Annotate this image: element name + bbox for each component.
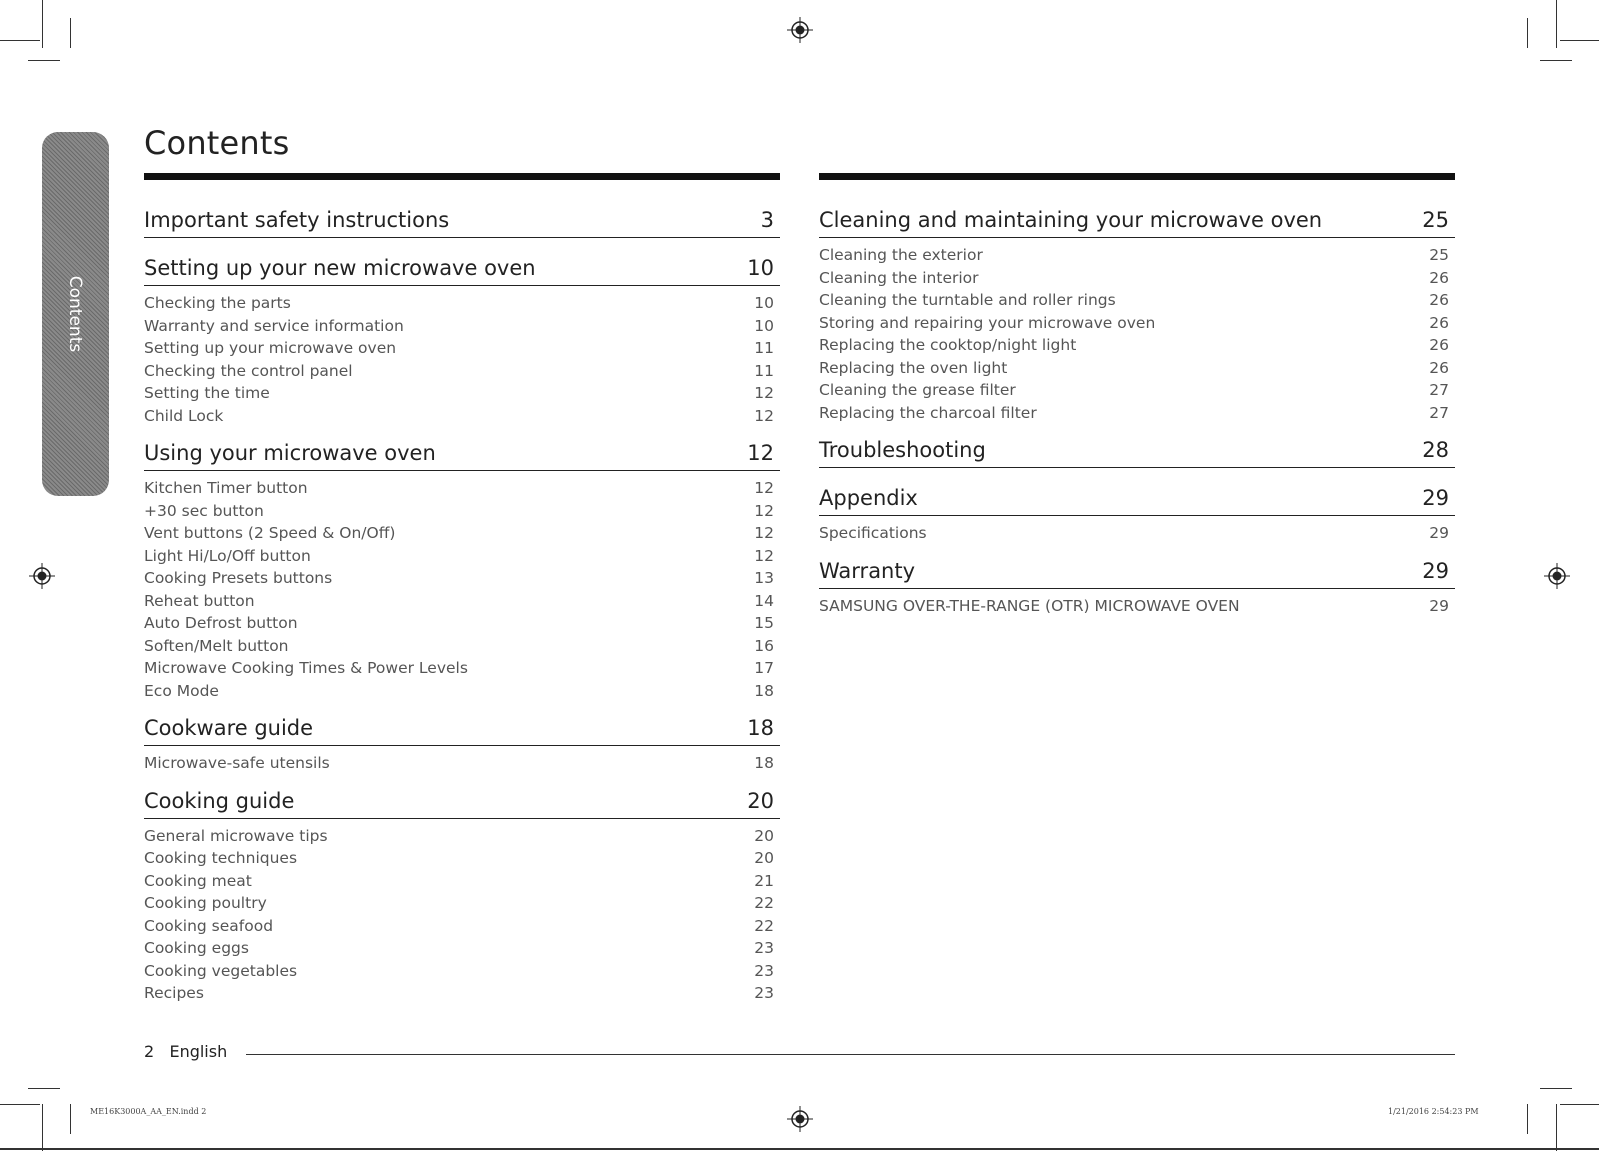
footer-language: English [169, 1042, 228, 1061]
crop-mark [1556, 0, 1557, 48]
crop-mark [1560, 1104, 1599, 1105]
toc-entry-page: 27 [1429, 381, 1449, 399]
toc-entry-page: 12 [754, 524, 774, 542]
toc-entry[interactable] [819, 244, 1455, 267]
toc-entry-page: 12 [754, 384, 774, 402]
registration-mark-icon [787, 1106, 813, 1132]
toc-entry-page: 23 [754, 939, 774, 957]
toc-entry[interactable] [144, 915, 780, 938]
toc-entry[interactable] [144, 960, 780, 983]
crop-mark [0, 1104, 40, 1105]
toc-entry-label: Child Lock [144, 406, 224, 425]
toc-entry[interactable] [144, 752, 780, 775]
toc-entry-label: Checking the control panel [144, 361, 353, 380]
toc-entry[interactable] [144, 847, 780, 870]
crop-mark [1540, 60, 1572, 61]
crop-mark [1560, 40, 1599, 41]
toc-section-page: 28 [1422, 438, 1449, 462]
toc-entry[interactable] [144, 405, 780, 428]
toc-section [144, 196, 780, 238]
toc-entry[interactable] [144, 567, 780, 590]
toc-entry-page: 11 [754, 361, 774, 380]
toc-entry[interactable] [819, 334, 1455, 357]
footer-rule [246, 1054, 1455, 1055]
toc-entry[interactable] [819, 267, 1455, 290]
footer-page-number: 2 [144, 1042, 155, 1061]
toc-section-page: 12 [747, 441, 774, 465]
toc-section-heading[interactable] [819, 196, 1455, 238]
toc-entry[interactable] [144, 825, 780, 848]
toc-entry[interactable] [144, 590, 780, 613]
toc-entry-page: 29 [1429, 524, 1449, 542]
toc-entry[interactable] [144, 937, 780, 960]
toc-entry-label: Cleaning the turntable and roller rings [819, 291, 1116, 309]
crop-mark [70, 1104, 71, 1134]
toc-entry-label: Light Hi/Lo/Off button [144, 546, 311, 565]
toc-entry[interactable] [144, 500, 780, 523]
crop-mark [1527, 1104, 1528, 1134]
toc-section-title: Appendix [819, 486, 918, 510]
toc-section-page: 18 [747, 716, 774, 740]
crop-mark [1556, 1104, 1557, 1151]
toc-left-column [144, 196, 780, 1007]
toc-entry-page: 10 [754, 316, 774, 335]
toc-entry-page: 17 [754, 659, 774, 677]
toc-section-title: Troubleshooting [819, 438, 986, 462]
toc-entry-page: 26 [1429, 336, 1449, 354]
toc-entry-page: 12 [754, 406, 774, 425]
toc-entry-label: Cooking techniques [144, 849, 298, 867]
toc-entry-label: Cooking meat [144, 871, 252, 890]
registration-mark-icon [1544, 563, 1570, 589]
toc-section [144, 704, 780, 775]
toc-entry-page: 12 [754, 546, 774, 565]
toc-entry-label: Cooking Presets buttons [144, 569, 333, 587]
toc-entry[interactable] [144, 657, 780, 680]
toc-section-page: 20 [747, 788, 774, 813]
toc-entry-page: 22 [754, 894, 774, 912]
toc-entry-page: 18 [754, 754, 774, 772]
toc-entry[interactable] [819, 402, 1455, 425]
toc-section [144, 777, 780, 1005]
toc-section-heading[interactable] [144, 429, 780, 471]
toc-entry-label: Auto Defrost button [144, 614, 298, 632]
toc-entry[interactable] [144, 360, 780, 383]
toc-entry[interactable] [144, 680, 780, 703]
toc-section-heading[interactable] [144, 777, 780, 819]
toc-section [144, 429, 780, 702]
toc-section-heading[interactable] [819, 474, 1455, 516]
toc-section [819, 196, 1455, 424]
toc-entry[interactable] [819, 357, 1455, 380]
toc-section-title: Setting up your new microwave oven [144, 256, 536, 280]
crop-mark [1540, 1088, 1572, 1089]
toc-entry-label: SAMSUNG OVER-THE-RANGE (OTR) MICROWAVE OVEN [819, 596, 1240, 615]
toc-entry-label: Cleaning the exterior [819, 246, 983, 264]
registration-mark-icon [29, 563, 55, 589]
toc-entry-label: Vent buttons (2 Speed & On/Off) [144, 524, 396, 542]
toc-section [819, 547, 1455, 618]
toc-section-heading[interactable] [819, 547, 1455, 589]
toc-section-title: Warranty [819, 558, 916, 583]
crop-mark [1527, 18, 1528, 48]
toc-entry-page: 26 [1429, 268, 1449, 287]
toc-entry-label: Cleaning the grease filter [819, 381, 1016, 399]
toc-entry[interactable] [144, 892, 780, 915]
crop-mark [0, 40, 40, 41]
toc-entry-page: 23 [754, 984, 774, 1002]
title-rule-left [144, 173, 780, 180]
toc-section-title: Using your microwave oven [144, 441, 436, 465]
toc-section-title: Important safety instructions [144, 208, 450, 232]
toc-entry-page: 18 [754, 681, 774, 700]
toc-entry-page: 10 [754, 294, 774, 312]
toc-section [144, 244, 780, 427]
toc-entry[interactable] [819, 595, 1455, 618]
toc-entry-page: 13 [754, 569, 774, 587]
toc-entry-label: Recipes [144, 984, 204, 1002]
toc-entry-page: 12 [754, 479, 774, 497]
crop-mark [42, 1104, 43, 1151]
toc-section-page: 3 [760, 208, 774, 232]
toc-entry-label: Replacing the oven light [819, 358, 1008, 377]
crop-mark [42, 0, 43, 48]
toc-section-heading[interactable] [144, 244, 780, 286]
toc-section-title: Cooking guide [144, 788, 295, 813]
toc-entry-page: 26 [1429, 358, 1449, 377]
toc-section-page: 10 [747, 256, 774, 280]
toc-entry-label: Replacing the cooktop/night light [819, 336, 1077, 354]
toc-entry[interactable] [144, 382, 780, 405]
toc-entry-page: 27 [1429, 403, 1449, 422]
toc-entry-label: Setting up your microwave oven [144, 339, 397, 357]
toc-entry-page: 23 [754, 961, 774, 980]
footer [144, 1042, 227, 1061]
toc-entry-label: Microwave-safe utensils [144, 754, 330, 772]
toc-entry-page: 15 [754, 614, 774, 632]
toc-entry-label: Cooking poultry [144, 894, 267, 912]
toc-entry-page: 11 [754, 339, 774, 357]
registration-mark-icon [787, 17, 813, 43]
toc-entry[interactable] [144, 982, 780, 1005]
print-slug-timestamp: 1/21/2016 2:54:23 PM [1388, 1107, 1479, 1116]
toc-entry-label: Cooking eggs [144, 939, 249, 957]
toc-section-heading[interactable] [819, 426, 1455, 468]
toc-section [819, 474, 1455, 545]
toc-entry-label: Kitchen Timer button [144, 479, 308, 497]
toc-entry-page: 29 [1429, 596, 1449, 615]
toc-entry-label: Storing and repairing your microwave oven [819, 313, 1156, 332]
toc-entry-label: General microwave tips [144, 826, 328, 845]
toc-entry-label: Specifications [819, 524, 927, 542]
crop-mark [28, 60, 60, 61]
print-slug-file: ME16K3000A_AA_EN.indd 2 [90, 1107, 207, 1116]
toc-entry-page: 14 [754, 591, 774, 610]
toc-entry-label: Replacing the charcoal filter [819, 403, 1037, 422]
side-tab-label: Contents [65, 275, 85, 353]
toc-entry-page: 16 [754, 636, 774, 655]
toc-entry-label: Cooking seafood [144, 916, 274, 935]
toc-entry[interactable] [819, 289, 1455, 312]
toc-entry-label: Soften/Melt button [144, 636, 289, 655]
toc-entry[interactable] [819, 379, 1455, 402]
toc-entry[interactable] [144, 337, 780, 360]
toc-entry[interactable] [144, 870, 780, 893]
toc-entry-label: Cooking vegetables [144, 961, 298, 980]
toc-entry-label: Microwave Cooking Times & Power Levels [144, 659, 468, 677]
page-title: Contents [144, 124, 290, 162]
toc-section-page: 29 [1422, 486, 1449, 510]
toc-section-heading[interactable] [144, 704, 780, 746]
toc-entry-page: 26 [1429, 291, 1449, 309]
toc-entry-page: 26 [1429, 313, 1449, 332]
toc-entry-page: 21 [754, 871, 774, 890]
toc-entry-label: +30 sec button [144, 501, 264, 520]
toc-entry[interactable] [144, 612, 780, 635]
toc-section-page: 25 [1422, 208, 1449, 232]
toc-entry-label: Warranty and service information [144, 316, 404, 335]
crop-mark [70, 18, 71, 48]
toc-entry[interactable] [144, 477, 780, 500]
toc-entry[interactable] [144, 635, 780, 658]
toc-section-title: Cleaning and maintaining your microwave oven [819, 208, 1323, 232]
toc-right-column [819, 196, 1455, 619]
toc-section-heading[interactable] [144, 196, 780, 238]
toc-entry-label: Cleaning the interior [819, 268, 979, 287]
toc-entry-page: 25 [1429, 246, 1449, 264]
toc-entry[interactable] [144, 522, 780, 545]
toc-entry[interactable] [144, 292, 780, 315]
toc-entry-page: 12 [754, 501, 774, 520]
title-rule-right [819, 173, 1455, 180]
toc-entry-label: Eco Mode [144, 681, 219, 700]
toc-entry-label: Setting the time [144, 384, 270, 402]
toc-section [819, 426, 1455, 468]
page-bottom-edge [0, 1148, 1599, 1150]
toc-section-page: 29 [1422, 558, 1449, 583]
toc-entry-page: 20 [754, 826, 774, 845]
toc-entry[interactable] [819, 312, 1455, 335]
crop-mark [28, 1088, 60, 1089]
toc-entry[interactable] [144, 545, 780, 568]
toc-entry-label: Reheat button [144, 591, 255, 610]
toc-section-title: Cookware guide [144, 716, 314, 740]
toc-entry[interactable] [819, 522, 1455, 545]
toc-entry-page: 20 [754, 849, 774, 867]
toc-entry[interactable] [144, 315, 780, 338]
toc-entry-label: Checking the parts [144, 294, 291, 312]
toc-entry-page: 22 [754, 916, 774, 935]
